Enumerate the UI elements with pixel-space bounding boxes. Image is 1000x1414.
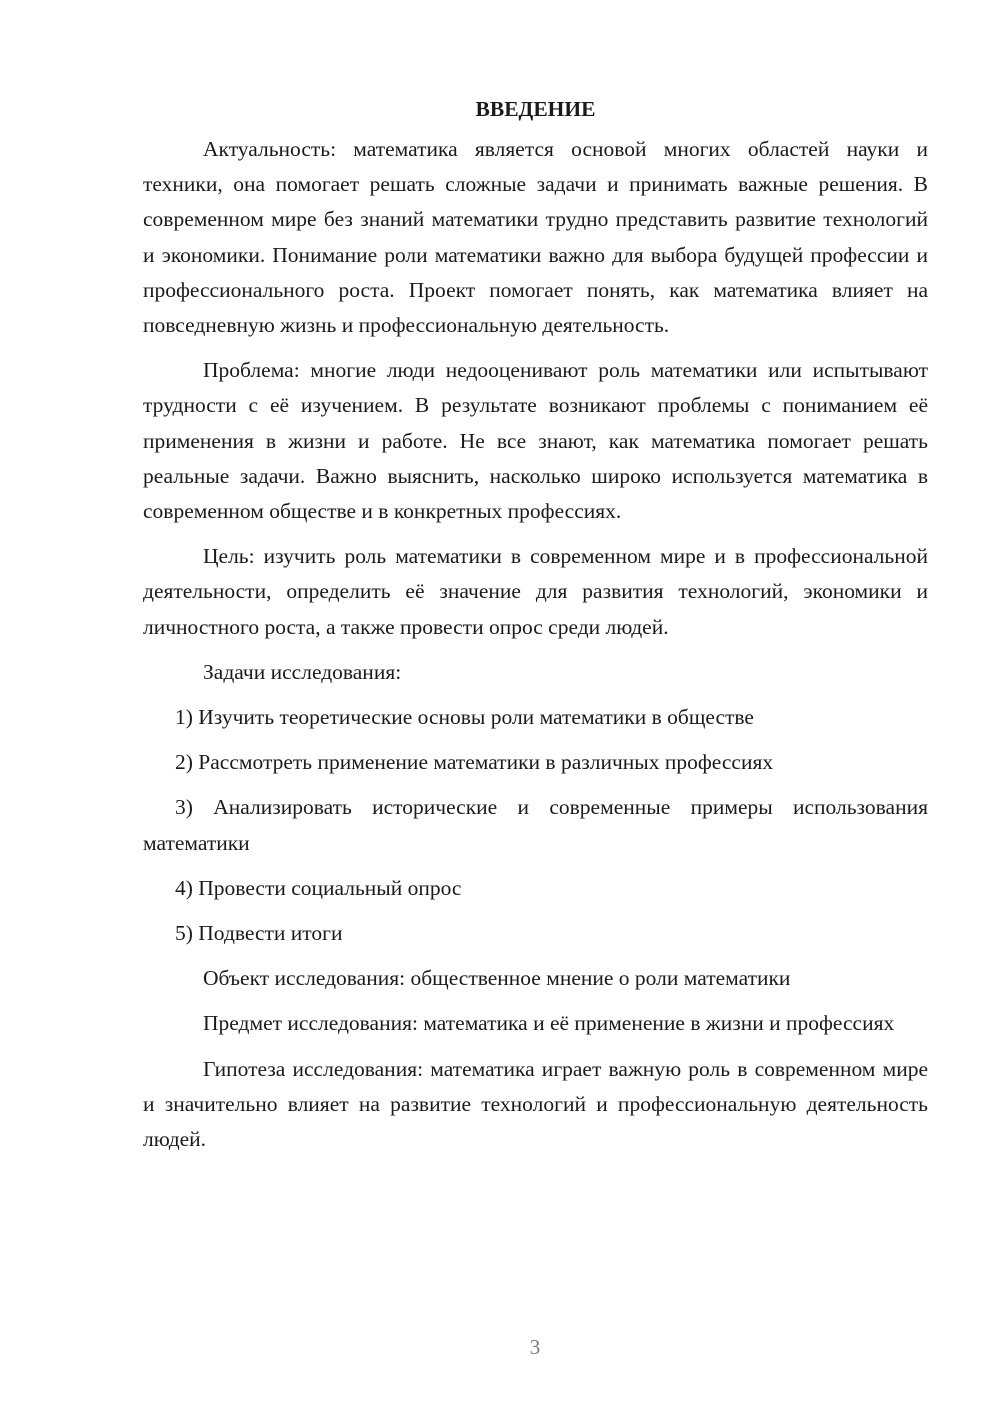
paragraph-object: Объект исследования: общественное мнение о роли математики — [203, 966, 791, 991]
page-content — [143, 92, 928, 1167]
task-item: 3) Анализировать исторические и современные примеры использования математики — [143, 795, 928, 855]
task-item: 4) Провести социальный опрос — [175, 875, 462, 900]
paragraph-goal: Цель: изучить роль математики в современном мире и в профессиональной деятельности, определить её значение для развития технологий, экономики и личностного роста, а также провести опрос среди людей. — [143, 544, 928, 639]
page-number: 3 — [529, 1335, 541, 1359]
paragraph-relevance: Актуальность: математика является основой многих областей науки и техники, она помогает решать сложные задачи и принимать важные решения. В современном мире без знаний математики трудно представить развитие технологий и экономики. Понимание роли математики важно для выбора будущей профессии и профессионального роста. Проект помогает понять, как математика влияет на повседневную жизнь и профессиональную деятельность. — [143, 137, 928, 338]
tasks-heading: Задачи исследования: — [203, 659, 402, 684]
task-item: 5) Подвести итоги — [175, 921, 343, 946]
paragraph-subject: Предмет исследования: математика и её применение в жизни и профессиях — [203, 1011, 895, 1036]
task-item: 1) Изучить теоретические основы роли математики в обществе — [175, 705, 754, 730]
paragraph-hypothesis: Гипотеза исследования: математика играет важную роль в современном мире и значительно влияет на развитие технологий и профессиональную деятельность людей. — [143, 1056, 928, 1152]
task-item: 2) Рассмотреть применение математики в различных профессиях — [175, 750, 774, 775]
page-title: ВВЕДЕНИЕ — [475, 97, 596, 121]
paragraph-problem: Проблема: многие люди недооценивают роль математики или испытывают трудности с её изучением. В результате возникают проблемы с пониманием её применения в жизни и работе. Не все знают, как математика помогает решать реальные задачи. Важно выяснить, насколько широко используется математика в современном обществе и в конкретных профессиях. — [143, 358, 928, 524]
